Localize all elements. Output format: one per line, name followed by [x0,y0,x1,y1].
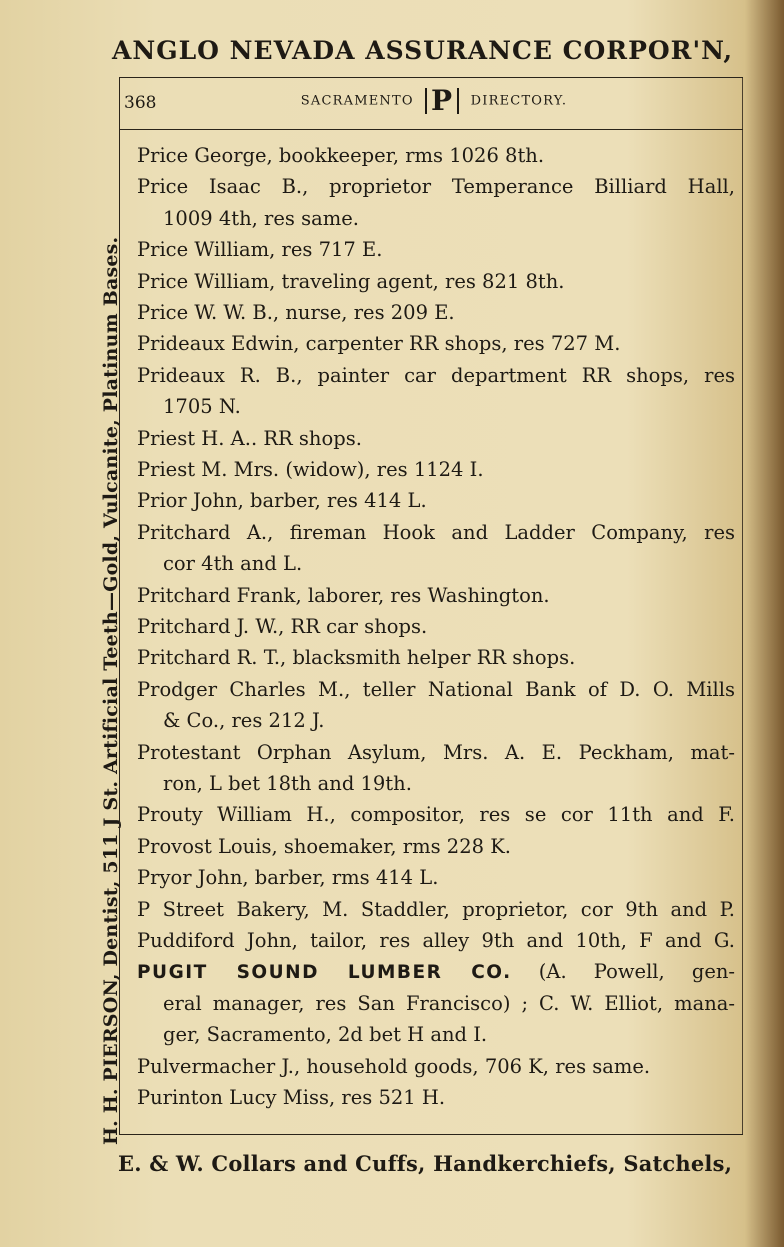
entry-text: cor 4th and L. [163,552,303,576]
entry-text: ron, L bet 18th and 19th. [163,772,412,796]
entry-text: Pulvermacher J., household goods, 706 K, res same. [137,1054,651,1078]
entry-text: Purinton Lucy Miss, res 521 H. [137,1086,446,1110]
entry-text: Provost Louis, shoemaker, rms 228 K. [137,834,511,858]
directory-entry [137,925,735,956]
directory-entry [137,454,735,485]
side-advertisement: H. H. PIERSON, Dentist, 511 J St. Artificial Teeth—Gold, Vulcanite, Platinum Bases. [100,236,122,1145]
entry-continuation-line [137,705,735,736]
city-name: SACRAMENTO [300,93,414,109]
entry-text: Protestant Orphan Asylum, Mrs. A. E. Peckham, mat- [137,740,735,764]
running-head-title [274,84,594,117]
entry-text: Price W. W. B., nurse, res 209 E. [137,301,455,325]
entry-business-name: PUGIT SOUND LUMBER CO. [137,962,512,984]
directory-entry [137,360,735,391]
entry-text: Pritchard Frank, laborer, res Washington. [137,583,550,607]
directory-entry [137,611,735,642]
directory-entry [137,674,735,705]
entry-text: 1009 4th, res same. [163,206,359,230]
entry-text: Prouty William H., compositor, res se cor 11th and F. [137,803,735,827]
entry-text: ger, Sacramento, 2d bet H and I. [163,1023,488,1047]
entry-text: (A. Powell, gen- [538,960,735,984]
directory-entry [137,234,735,265]
page-number: 368 [124,93,157,113]
top-advertisement: ANGLO NEVADA ASSURANCE CORPOR'N, [112,36,734,65]
entry-continuation-line [137,988,735,1019]
entry-text: Price William, res 717 E. [137,238,383,262]
entry-continuation-line [137,1019,735,1050]
entry-continuation-line [137,391,735,422]
directory-entry [137,956,735,987]
directory-entry [137,266,735,297]
entry-text: Price Isaac B., proprietor Temperance Billiard Hall, [137,175,735,199]
directory-entry [137,171,735,202]
entry-text: Price William, traveling agent, res 821 8th. [137,269,565,293]
entry-text: Priest H. A.. RR shops. [137,426,362,450]
entry-text: Prideaux Edwin, carpenter RR shops, res 727 M. [137,332,621,356]
directory-entry [137,831,735,862]
entry-text: Prodger Charles M., teller National Bank of D. O. Mills [137,677,735,701]
directory-entry [137,894,735,925]
entry-text: Prideaux R. B., painter car department RR shops, res [137,363,735,387]
directory-entry [137,642,735,673]
entry-text: P Street Bakery, M. Staddler, proprietor, cor 9th and P. [137,897,735,921]
directory-entry [137,140,735,171]
header-rule [119,129,743,130]
directory-entry [137,423,735,454]
directory-entry [137,328,735,359]
entry-text: & Co., res 212 J. [163,709,325,733]
entry-text: Price George, bookkeeper, rms 1026 8th. [137,144,545,167]
top-rule [119,77,743,78]
entry-text: Pritchard J. W., RR car shops. [137,615,428,639]
directory-entry [137,737,735,768]
entry-text: eral manager, res San Francisco) ; C. W. Elliot, mana- [163,991,735,1015]
bottom-rule [119,1134,743,1135]
entry-text: Priest M. Mrs. (widow), res 1124 I. [137,458,484,482]
directory-label: DIRECTORY. [470,93,568,109]
directory-entry [137,799,735,830]
directory-entry [137,862,735,893]
directory-entry [137,297,735,328]
directory-entry [137,485,735,516]
directory-entry [137,580,735,611]
entry-continuation-line [137,768,735,799]
directory-entry [137,1082,735,1113]
directory-entries [137,140,735,1113]
entry-text: Pritchard A., fireman Hook and Ladder Company, res [137,520,735,544]
entry-continuation-line [137,548,735,579]
entry-text: Puddiford John, tailor, res alley 9th and 10th, F and G. [137,929,735,953]
entry-continuation-line [137,203,735,234]
entry-text: Pryor John, barber, rms 414 L. [137,866,439,890]
entry-text: 1705 N. [163,395,241,419]
bottom-advertisement: E. & W. Collars and Cuffs, Handkerchiefs, Satchels, [118,1151,733,1176]
running-header [124,84,734,120]
entry-text: Pritchard R. T., blacksmith helper RR shops. [137,646,576,670]
section-letter: P [425,88,459,114]
directory-entry [137,1051,735,1082]
directory-entry [137,517,735,548]
entry-text: Prior John, barber, res 414 L. [137,489,427,513]
